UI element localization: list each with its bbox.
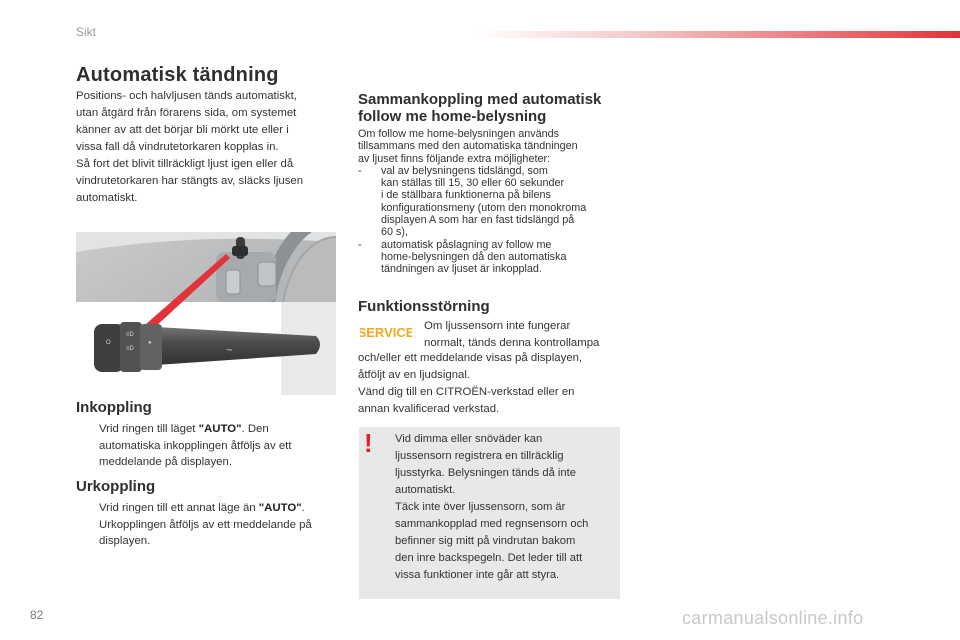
follow-me-list-item xyxy=(358,239,626,276)
list-item-line: i de ställbara funktionerna på bilens xyxy=(381,189,551,202)
inkoppling-bullet xyxy=(76,421,338,471)
bullet-text xyxy=(99,500,338,550)
page-title: Automatisk tändning xyxy=(76,64,279,86)
fault-line: åtföljt av en ljudsignal. xyxy=(358,369,471,381)
list-item-line: automatisk påslagning av follow me xyxy=(381,238,552,251)
intro-line: Positions- och halvljusen tänds automatiskt, xyxy=(76,90,297,102)
note-line: ljussensorn registrera en tillräcklig xyxy=(395,450,564,462)
auto-mode-label: "AUTO" xyxy=(258,502,302,514)
follow-me-intro-line: av ljuset finns följande extra möjligheter: xyxy=(358,152,551,165)
svg-text:●: ● xyxy=(148,340,152,346)
exclamation-icon: ! xyxy=(364,428,373,458)
list-item-line: 60 s), xyxy=(381,226,409,239)
follow-me-body xyxy=(358,128,626,276)
inkoppling-heading: Inkoppling xyxy=(76,399,152,416)
list-item-line: konfigurationsmeny (utom den monokroma xyxy=(381,201,587,214)
intro-line: utan åtgärd från förarens sida, om systemet xyxy=(76,107,297,119)
svg-text:O: O xyxy=(106,340,111,346)
list-dash: - xyxy=(358,238,362,251)
bullet-text-line: meddelande på displayen. xyxy=(99,456,232,468)
auto-mode-label: "AUTO" xyxy=(198,423,242,435)
list-item-line: displayen A som har en fast tidslängd på xyxy=(381,214,575,227)
intro-line: vindrutetorkaren har stängts av, släcks ljusen xyxy=(76,175,304,187)
page-number: 82 xyxy=(30,608,44,622)
bullet-text-pre: Vrid ringen till ett annat läge än xyxy=(99,502,259,514)
note-line: befinner sig mitt på vindrutan bakom xyxy=(395,535,576,547)
intro-paragraph xyxy=(76,88,331,207)
follow-me-heading xyxy=(358,91,628,125)
bullet-text-line: automatiska inkopplingen åtföljs av ett xyxy=(99,439,292,452)
follow-me-intro-line: tillsammans med den automatiska tändningen xyxy=(358,140,578,153)
urkoppling-heading: Urkoppling xyxy=(76,478,156,495)
watermark: carmanualsonline.info xyxy=(682,608,864,628)
section-label: Sikt xyxy=(76,25,97,39)
intro-line: Så fort det blivit tillräckligt ljust igen eller då xyxy=(76,158,294,170)
warning-note-text xyxy=(395,431,615,584)
bullet-text-line: displayen. xyxy=(99,535,151,547)
svg-text:≡D: ≡D xyxy=(126,332,134,338)
list-item-line: tändningen av ljuset är inkopplad. xyxy=(381,263,542,276)
header-accent-bar xyxy=(475,31,960,38)
service-badge-text: SERVICE xyxy=(360,325,412,340)
list-item-line: home-belysningen då den automatiska xyxy=(381,250,567,263)
svg-text:≡D: ≡D xyxy=(126,346,134,352)
bullet-text xyxy=(99,421,338,471)
service-warning-icon xyxy=(360,322,412,342)
intro-line: automatiskt. xyxy=(76,192,138,204)
note-line: Vid dimma eller snöväder kan xyxy=(395,433,543,445)
list-item-line: val av belysningens tidslängd, som xyxy=(381,164,548,177)
follow-me-heading-line: follow me home-belysning xyxy=(358,108,547,125)
note-line: Täck inte över ljussensorn, som är xyxy=(395,501,566,513)
fault-line: annan kvalificerad verkstad. xyxy=(358,403,500,415)
intro-line: vissa fall då vindrutetorkaren kopplas in. xyxy=(76,141,279,153)
note-line: den inre backspegeln. Det leder till att xyxy=(395,552,583,564)
svg-text:⊸: ⊸ xyxy=(226,347,232,354)
bullet-text-post: . Den xyxy=(241,423,269,435)
fault-line: normalt, tänds denna kontrollampa xyxy=(424,337,600,349)
intro-line: känner av att det börjar bli mörkt ute eller i xyxy=(76,124,289,136)
list-item-text xyxy=(381,165,626,239)
service-badge-graphic xyxy=(360,322,412,342)
follow-me-list-item xyxy=(358,165,626,239)
note-line: vissa funktioner inte går att styra. xyxy=(395,569,560,581)
list-item-line: kan ställas till 15, 30 eller 60 sekunder xyxy=(381,177,565,190)
note-line: ljusstyrka. Belysningen tänds då inte xyxy=(395,467,576,479)
follow-me-heading-line: Sammankoppling med automatisk xyxy=(358,91,602,108)
light-stalk-illustration xyxy=(76,232,336,395)
bullet-text-post: . xyxy=(301,502,305,514)
urkoppling-bullet xyxy=(76,500,338,550)
note-line: sammankopplad med regnsensorn och xyxy=(395,518,589,530)
list-dash: - xyxy=(358,164,362,177)
fault-line: och/eller ett meddelande visas på displayen, xyxy=(358,352,583,364)
follow-me-intro-line: Om follow me home-belysningen används xyxy=(358,128,560,140)
bullet-text-line: Urkopplingen åtföljs av ett meddelande på xyxy=(99,518,312,531)
fault-line: Om ljussensorn inte fungerar xyxy=(424,320,571,332)
fault-line: Vänd dig till en CITROËN-verkstad eller en xyxy=(358,386,575,398)
list-item-text xyxy=(381,239,626,276)
fault-text-indented xyxy=(424,318,624,352)
bullet-text-pre: Vrid ringen till läget xyxy=(99,423,199,435)
light-stalk-drawing xyxy=(76,232,336,395)
fault-text xyxy=(358,350,628,418)
fault-heading: Funktionsstörning xyxy=(358,298,490,315)
note-line: automatiskt. xyxy=(395,484,456,496)
